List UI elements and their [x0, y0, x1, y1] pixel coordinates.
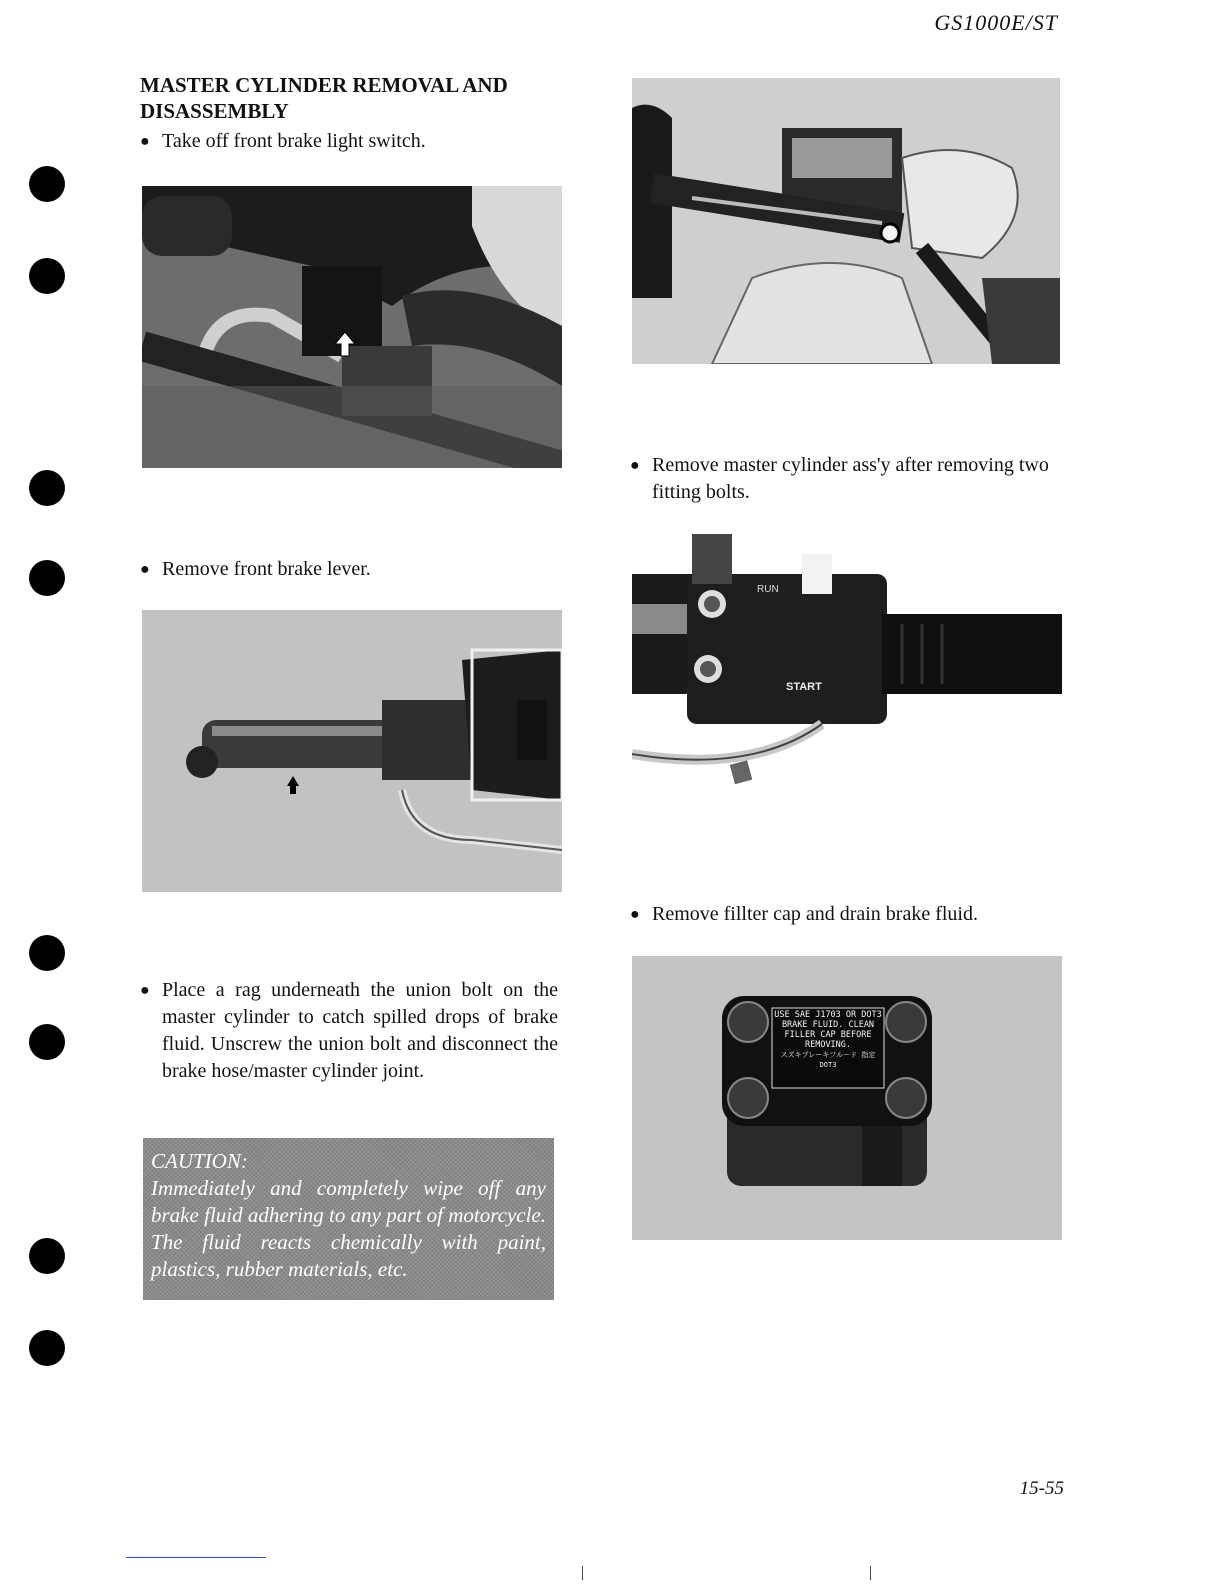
- bullet-icon: ●: [140, 133, 150, 150]
- scan-tick: [582, 1566, 583, 1580]
- bullet-icon: ●: [630, 457, 640, 474]
- step-text: Take off front brake light switch.: [162, 130, 426, 152]
- page-number: 15-55: [1019, 1478, 1064, 1499]
- photo-brake-lever: [142, 610, 562, 892]
- caution-title: CAUTION:: [151, 1149, 248, 1173]
- step-text: Place a rag underneath the union bolt on the master cylinder to catch spilled drops of brake fluid. Unscrew the union bolt and disconnect the brake hose/master cylinder joint.: [162, 979, 558, 1082]
- photo-illustration: [142, 186, 562, 468]
- photo-illustration: [632, 956, 1062, 1240]
- binder-hole: [29, 935, 65, 971]
- binder-hole: [29, 166, 65, 202]
- page-header-model: GS1000E/ST: [934, 10, 1058, 35]
- step-take-off-switch: [140, 128, 560, 155]
- step-union-bolt: [140, 977, 558, 1085]
- photo-master-cylinder-wrench: [632, 78, 1060, 364]
- cap-label-text: USE SAE J1703 OR DOT3 BRAKE FLUID. CLEAN FILLER CAP BEFORE REMOVING.: [774, 1010, 882, 1050]
- photo-illustration: [142, 610, 562, 892]
- switch-start-label: START: [786, 681, 822, 693]
- bullet-icon: ●: [140, 561, 150, 578]
- bullet-icon: ●: [630, 906, 640, 923]
- binder-hole: [29, 1330, 65, 1366]
- photo-switch-housing: [632, 534, 1062, 804]
- switch-run-label: RUN: [757, 584, 779, 595]
- step-remove-filler-cap: [630, 901, 1056, 928]
- binder-hole: [29, 1024, 65, 1060]
- binder-hole: [29, 560, 65, 596]
- step-remove-brake-lever: [140, 556, 560, 583]
- photo-illustration: [632, 534, 1062, 804]
- binder-hole: [29, 470, 65, 506]
- photo-illustration: [632, 78, 1060, 364]
- step-text: Remove front brake lever.: [162, 558, 371, 580]
- caution-box: [143, 1138, 554, 1300]
- bullet-icon: ●: [140, 982, 150, 999]
- cap-label-jp-text: スズキブレーキフルード 指定 DOT3: [780, 1051, 876, 1069]
- photo-brake-light-switch: [142, 186, 562, 468]
- caution-text: Immediately and completely wipe off any brake fluid adhering to any part of motorcycle. The fluid reacts chemically with paint, plastics, rubber materials, etc.: [151, 1176, 546, 1281]
- binder-hole: [29, 258, 65, 294]
- section-title: MASTER CYLINDER REMOVAL AND DISASSEMBLY: [140, 73, 508, 123]
- scan-tick: [870, 1566, 871, 1580]
- step-text: Remove fillter cap and drain brake fluid.: [652, 903, 978, 925]
- photo-filler-cap: [632, 956, 1062, 1240]
- footer-rule: [126, 1557, 266, 1558]
- step-text: Remove master cylinder ass'y after removing two fitting bolts.: [652, 454, 1049, 503]
- step-remove-master-cylinder: [630, 452, 1056, 506]
- binder-hole: [29, 1238, 65, 1274]
